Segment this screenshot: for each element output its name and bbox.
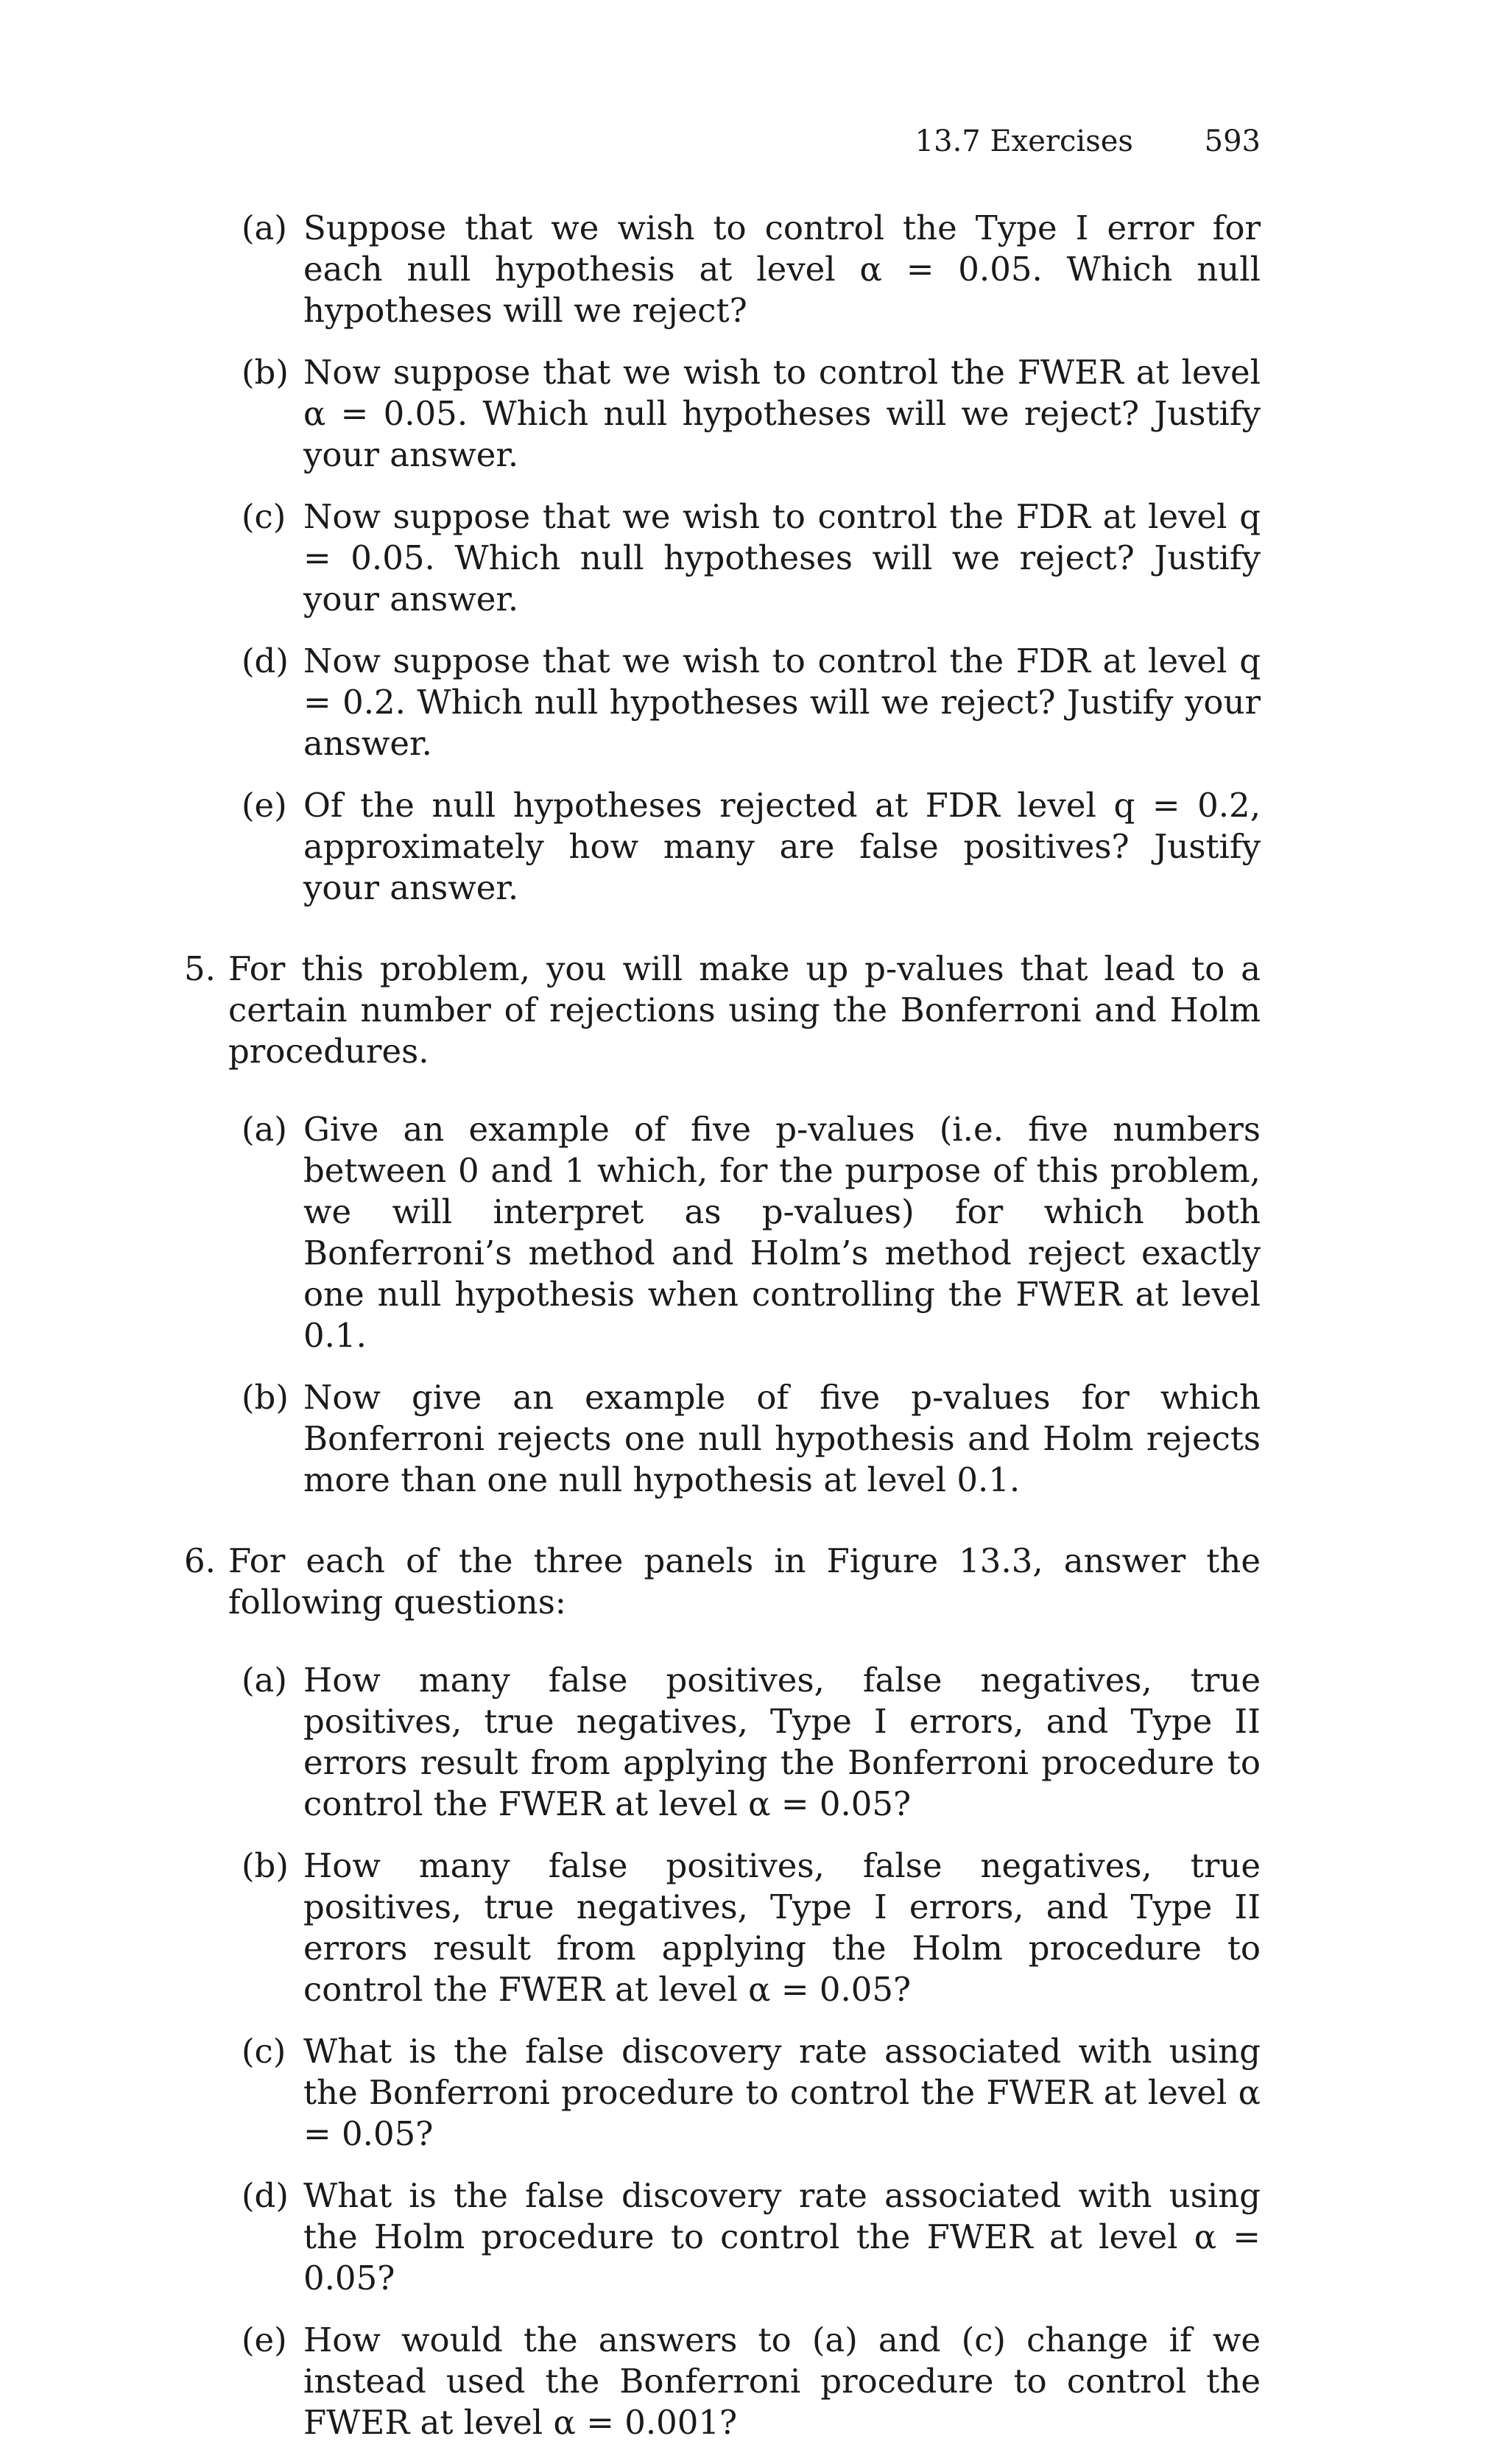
problem-6-item-c: [184, 2031, 1261, 2155]
page-number: 593: [1204, 124, 1261, 158]
carryover-item-a: [184, 208, 1261, 331]
item-text: Now suppose that we wish to control the FWER at level α = 0.05. Which null hypotheses will we reject? Justify your answer.: [303, 353, 1261, 474]
carryover-subitems: [184, 208, 1261, 909]
item-text: Give an example of five p-values (i.e. five numbers between 0 and 1 which, for the purpose of this problem, we will interpret as p-values) for which both Bonferroni’s method and Holm’s method reject exactly one null hypothesis when controlling the FWER at level 0.1.: [303, 1110, 1261, 1355]
item-label: (b): [242, 1846, 289, 1885]
problem-5-subitems: [184, 1109, 1261, 1501]
problem-5: [184, 948, 1261, 1072]
exercise-content: [184, 208, 1261, 2464]
item-text: How many false positives, false negatives, true positives, true negatives, Type I errors, and Type II errors result from applying the Bonferroni procedure to control the FWER at level α = 0.05?: [303, 1661, 1261, 1823]
item-label: (a): [242, 1110, 287, 1149]
item-label: (a): [242, 1661, 287, 1700]
carryover-item-c: [184, 496, 1261, 620]
problem-6-item-b: [184, 1845, 1261, 2010]
carryover-item-d: [184, 641, 1261, 764]
item-text: How many false positives, false negatives, true positives, true negatives, Type I errors, and Type II errors result from applying the Holm procedure to control the FWER at level α = 0.05?: [303, 1846, 1261, 2009]
problem-text: For this problem, you will make up p-values that lead to a certain number of rejections using the Bonferroni and Holm procedures.: [228, 949, 1261, 1071]
problem-number: 5.: [184, 949, 216, 988]
item-text: What is the false discovery rate associated with using the Holm procedure to control the FWER at level α = 0.05?: [303, 2176, 1261, 2298]
item-text: Now suppose that we wish to control the FDR at level q = 0.05. Which null hypotheses will we reject? Justify your answer.: [303, 497, 1261, 619]
problem-6-subitems: [184, 1660, 1261, 2443]
problem-6-item-d: [184, 2175, 1261, 2299]
item-text: Now suppose that we wish to control the FDR at level q = 0.2. Which null hypotheses will we reject? Justify your answer.: [303, 641, 1261, 763]
item-label: (b): [242, 1378, 289, 1417]
problem-6-item-a: [184, 1660, 1261, 1825]
item-text: What is the false discovery rate associated with using the Bonferroni procedure to control the FWER at level α = 0.05?: [303, 2032, 1261, 2153]
item-text: Suppose that we wish to control the Type I error for each null hypothesis at level α = 0.05. Which null hypotheses will we reject?: [303, 208, 1261, 330]
item-label: (a): [242, 208, 287, 247]
item-label: (d): [242, 641, 289, 680]
problem-number: 6.: [184, 1541, 216, 1580]
item-label: (c): [242, 2032, 286, 2071]
item-label: (e): [242, 786, 287, 825]
problem-5-item-b: [184, 1377, 1261, 1501]
problem-6-item-e: [184, 2320, 1261, 2443]
item-label: (c): [242, 497, 286, 536]
item-label: (d): [242, 2176, 289, 2215]
item-text: Now give an example of five p-values for which Bonferroni rejects one null hypothesis and Holm rejects more than one null hypothesis at level 0.1.: [303, 1378, 1261, 1499]
carryover-item-e: [184, 785, 1261, 909]
running-header: [915, 124, 1261, 159]
section-title: 13.7 Exercises: [915, 124, 1133, 158]
carryover-item-b: [184, 352, 1261, 476]
problem-text: For each of the three panels in Figure 13.3, answer the following questions:: [228, 1541, 1261, 1622]
item-label: (b): [242, 353, 289, 392]
item-text: Of the null hypotheses rejected at FDR level q = 0.2, approximately how many are false positives? Justify your answer.: [303, 786, 1261, 907]
problem-6: [184, 1541, 1261, 1623]
item-text: How would the answers to (a) and (c) change if we instead used the Bonferroni procedure to control the FWER at level α = 0.001?: [303, 2320, 1261, 2442]
problem-5-item-a: [184, 1109, 1261, 1356]
item-label: (e): [242, 2320, 287, 2359]
